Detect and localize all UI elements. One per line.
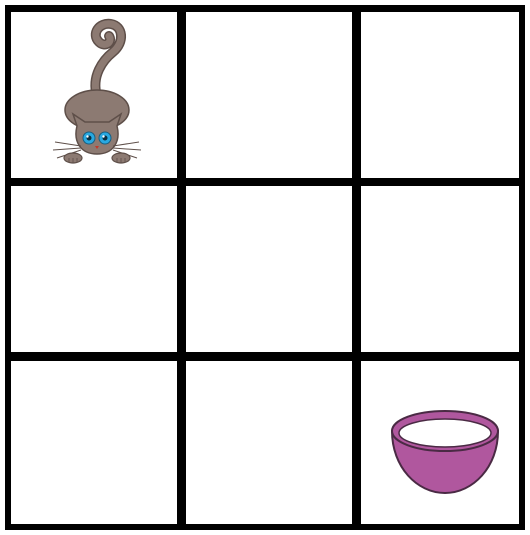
grid-cell-r2-c2[interactable]: [361, 361, 519, 524]
grid-cell-r0-c1[interactable]: [186, 12, 352, 178]
grid-cell-r1-c0[interactable]: [11, 186, 177, 352]
grid-cell-r0-c0[interactable]: [11, 12, 177, 178]
cat-icon: [51, 18, 143, 168]
bowl-sprite[interactable]: [389, 407, 501, 497]
game-board: [5, 5, 525, 530]
grid-cell-r0-c2[interactable]: [361, 12, 519, 178]
grid-cell-r1-c2[interactable]: [361, 186, 519, 352]
bowl-icon: [389, 407, 501, 497]
cat-sprite[interactable]: [51, 18, 143, 168]
grid-cell-r2-c1[interactable]: [186, 361, 352, 524]
grid-cell-r1-c1[interactable]: [186, 186, 352, 352]
grid-cell-r2-c0[interactable]: [11, 361, 177, 524]
